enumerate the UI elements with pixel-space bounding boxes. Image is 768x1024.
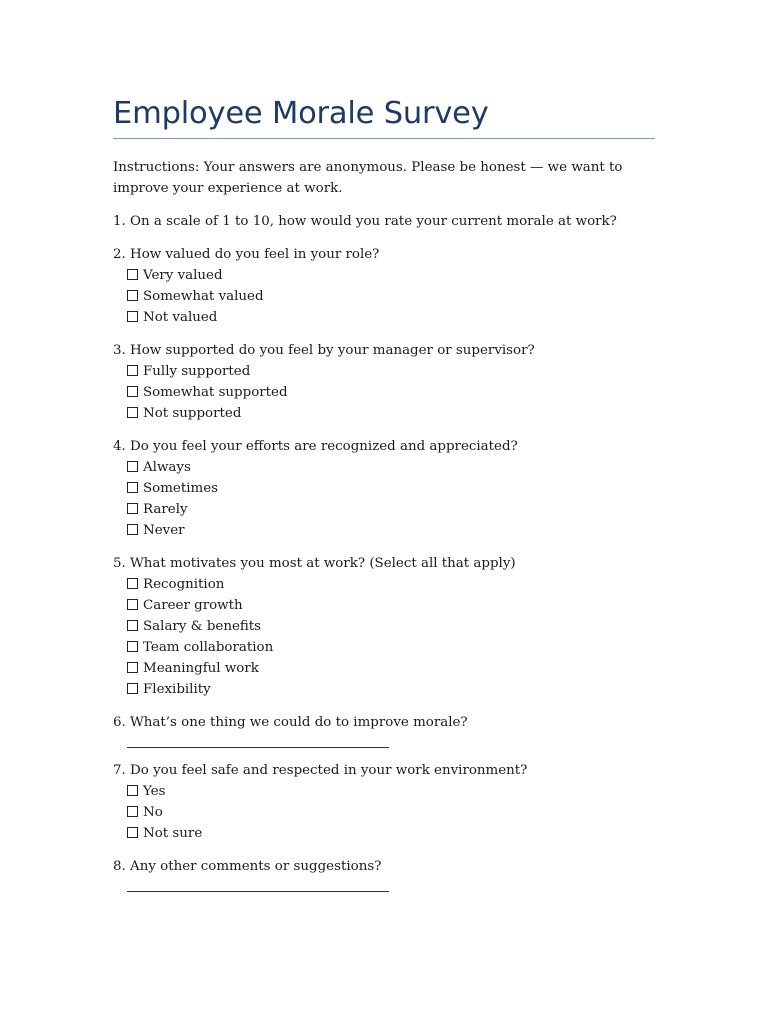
option-very-valued[interactable] xyxy=(113,265,655,286)
question-5 xyxy=(113,553,655,700)
question-text: 8. Any other comments or suggestions? xyxy=(113,859,382,874)
option-label: Always xyxy=(143,460,191,475)
question-text: 2. How valued do you feel in your role? xyxy=(113,247,380,262)
instructions-text: Instructions: Your answers are anonymous. Please be honest — we want to improve your experience at work. xyxy=(113,160,623,196)
answer-blank-line[interactable] xyxy=(127,733,389,748)
option-never[interactable] xyxy=(113,520,655,541)
question-text: 6. What’s one thing we could do to improve morale? xyxy=(113,715,468,730)
option-label: Somewhat supported xyxy=(143,385,288,400)
option-label: Salary & benefits xyxy=(143,619,262,634)
checkbox-icon[interactable] xyxy=(127,785,138,796)
option-meaningful-work[interactable] xyxy=(113,658,655,679)
option-label: Not sure xyxy=(143,826,203,841)
option-salary-benefits[interactable] xyxy=(113,616,655,637)
checkbox-icon[interactable] xyxy=(127,641,138,652)
question-text: 7. Do you feel safe and respected in your work environment? xyxy=(113,763,528,778)
title-divider xyxy=(113,138,655,139)
option-label: Flexibility xyxy=(143,682,211,697)
checkbox-icon[interactable] xyxy=(127,578,138,589)
option-label: Rarely xyxy=(143,502,188,517)
checkbox-icon[interactable] xyxy=(127,311,138,322)
question-text: 5. What motivates you most at work? (Select all that apply) xyxy=(113,556,516,571)
question-8 xyxy=(113,856,655,892)
option-yes[interactable] xyxy=(113,781,655,802)
option-somewhat-supported[interactable] xyxy=(113,382,655,403)
option-recognition[interactable] xyxy=(113,574,655,595)
option-no[interactable] xyxy=(113,802,655,823)
option-label: Somewhat valued xyxy=(143,289,264,304)
option-label: No xyxy=(143,805,163,820)
checkbox-icon[interactable] xyxy=(127,386,138,397)
option-not-valued[interactable] xyxy=(113,307,655,328)
option-label: Yes xyxy=(143,784,166,799)
checkbox-icon[interactable] xyxy=(127,827,138,838)
option-label: Fully supported xyxy=(143,364,251,379)
question-6 xyxy=(113,712,655,748)
option-not-supported[interactable] xyxy=(113,403,655,424)
checkbox-icon[interactable] xyxy=(127,290,138,301)
checkbox-icon[interactable] xyxy=(127,269,138,280)
document-title: Employee Morale Survey xyxy=(113,96,489,131)
option-career-growth[interactable] xyxy=(113,595,655,616)
option-rarely[interactable] xyxy=(113,499,655,520)
checkbox-icon[interactable] xyxy=(127,482,138,493)
option-fully-supported[interactable] xyxy=(113,361,655,382)
checkbox-icon[interactable] xyxy=(127,407,138,418)
survey-document xyxy=(113,94,655,892)
option-label: Sometimes xyxy=(143,481,219,496)
answer-blank-line[interactable] xyxy=(127,877,389,892)
option-sometimes[interactable] xyxy=(113,478,655,499)
question-text: 4. Do you feel your efforts are recognized and appreciated? xyxy=(113,439,518,454)
option-always[interactable] xyxy=(113,457,655,478)
option-label: Recognition xyxy=(143,577,225,592)
option-label: Career growth xyxy=(143,598,243,613)
option-label: Meaningful work xyxy=(143,661,259,676)
checkbox-icon[interactable] xyxy=(127,461,138,472)
question-text: 3. How supported do you feel by your manager or supervisor? xyxy=(113,343,535,358)
option-not-sure[interactable] xyxy=(113,823,655,844)
question-7 xyxy=(113,760,655,844)
checkbox-icon[interactable] xyxy=(127,806,138,817)
checkbox-icon[interactable] xyxy=(127,524,138,535)
checkbox-icon[interactable] xyxy=(127,662,138,673)
question-4 xyxy=(113,436,655,541)
checkbox-icon[interactable] xyxy=(127,683,138,694)
option-label: Never xyxy=(143,523,185,538)
question-3 xyxy=(113,340,655,424)
question-1 xyxy=(113,211,655,232)
option-team-collaboration[interactable] xyxy=(113,637,655,658)
checkbox-icon[interactable] xyxy=(127,620,138,631)
option-somewhat-valued[interactable] xyxy=(113,286,655,307)
option-label: Very valued xyxy=(143,268,223,283)
question-text: 1. On a scale of 1 to 10, how would you rate your current morale at work? xyxy=(113,214,617,229)
option-label: Team collaboration xyxy=(143,640,274,655)
checkbox-icon[interactable] xyxy=(127,503,138,514)
question-2 xyxy=(113,244,655,328)
option-flexibility[interactable] xyxy=(113,679,655,700)
checkbox-icon[interactable] xyxy=(127,365,138,376)
option-label: Not valued xyxy=(143,310,218,325)
option-label: Not supported xyxy=(143,406,242,421)
checkbox-icon[interactable] xyxy=(127,599,138,610)
